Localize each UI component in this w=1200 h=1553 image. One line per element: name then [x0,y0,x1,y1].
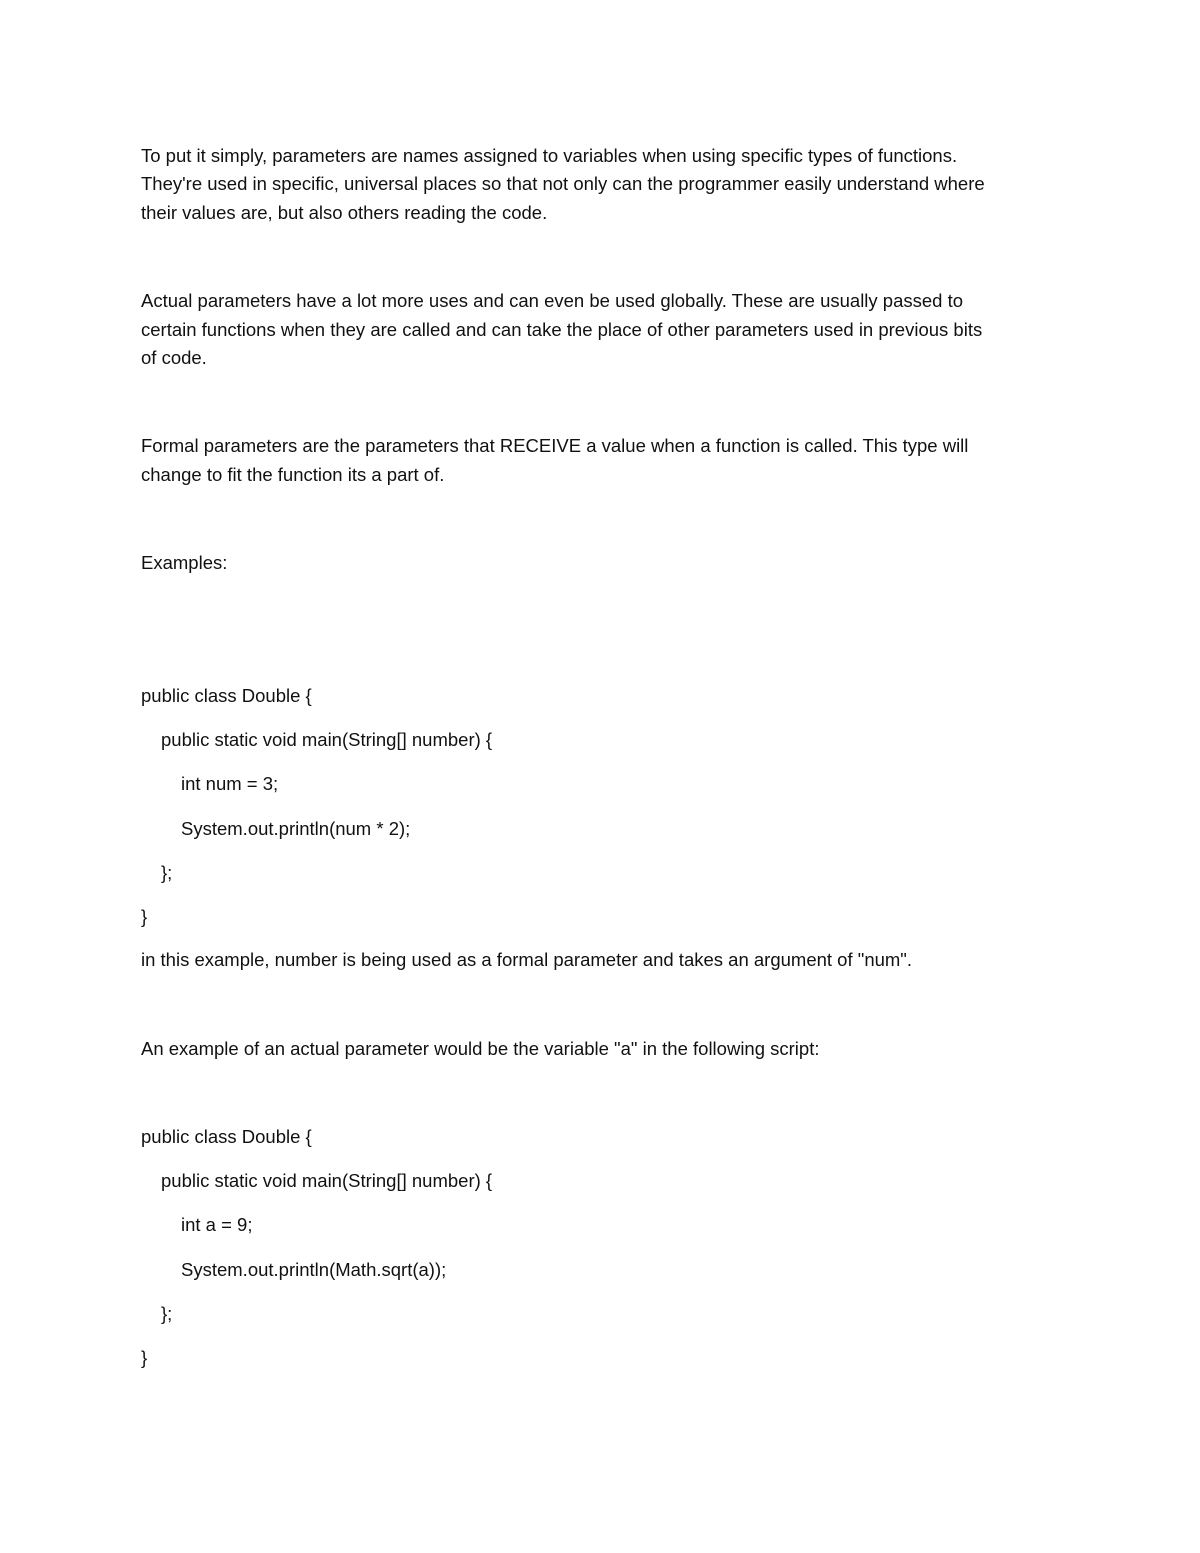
code2-line-3: int a = 9; [181,1214,253,1235]
code1-line-6: } [141,906,148,927]
paragraph-parameters-line-3: their values are, but also others reading the code. [141,202,548,223]
paragraph-formal-line-2: change to fit the function its a part of. [141,464,445,485]
examples-heading: Examples: [141,552,228,573]
paragraph-actual-line-3: of code. [141,347,207,368]
paragraph-actual-line-2: certain functions when they are called and can take the place of other parameters used in previous bits [141,319,983,340]
paragraph-actual-line-1: Actual parameters have a lot more uses and can even be used globally. These are usually passed to [141,290,964,311]
code1-line-2: public static void main(String[] number) { [161,729,493,750]
paragraph-formal-line-1: Formal parameters are the parameters that RECEIVE a value when a function is called. This type will [141,435,969,456]
code1-line-5: }; [161,862,173,883]
code2-line-2: public static void main(String[] number) { [161,1170,493,1191]
code1-line-4: System.out.println(num * 2); [181,818,411,839]
code2-line-5: }; [161,1303,173,1324]
code2-line-4: System.out.println(Math.sqrt(a)); [181,1259,447,1280]
code1-line-1: public class Double { [141,685,312,706]
paragraph-parameters-line-2: They're used in specific, universal places so that not only can the programmer easily understand where [141,173,985,194]
code2-line-6: } [141,1347,148,1368]
code1-line-3: int num = 3; [181,773,279,794]
explanation-actual: An example of an actual parameter would be the variable "a" in the following script: [141,1038,820,1059]
paragraph-parameters-line-1: To put it simply, parameters are names assigned to variables when using specific types of functions. [141,145,958,166]
explanation-formal: in this example, number is being used as a formal parameter and takes an argument of "num". [141,949,913,970]
code2-line-1: public class Double { [141,1126,312,1147]
